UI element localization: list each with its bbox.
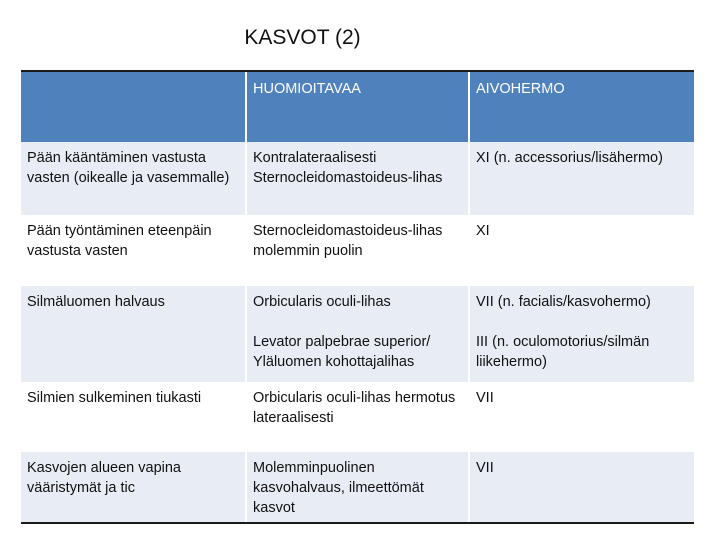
cell-nerve: III (n. oculomotorius/silmän liikehermo) xyxy=(469,326,694,382)
cell-nerve: VII xyxy=(469,452,694,523)
cell-action: Silmäluomen halvaus xyxy=(21,286,246,326)
header-empty xyxy=(21,71,246,142)
table-row xyxy=(21,286,694,326)
cell-note: Sternocleidomastoideus-lihas molemmin puolin xyxy=(246,215,469,286)
header-aivohermo: AIVOHERMO xyxy=(469,71,694,142)
cell-note: Kontralateraalisesti Sternocleidomastoideus-lihas xyxy=(246,142,469,215)
cell-nerve: XI (n. accessorius/lisähermo) xyxy=(469,142,694,215)
cell-nerve: VII (n. facialis/kasvohermo) xyxy=(469,286,694,326)
table-row xyxy=(21,452,694,523)
cell-action: Silmien sulkeminen tiukasti xyxy=(21,382,246,452)
cranial-nerve-table xyxy=(21,70,694,524)
table-row xyxy=(21,142,694,215)
cell-action: Pään kääntäminen vastusta vasten (oikealle ja vasemmalle) xyxy=(21,142,246,215)
cell-action: Kasvojen alueen vapina vääristymät ja tic xyxy=(21,452,246,523)
cell-note: Levator palpebrae superior/ Yläluomen kohottajalihas xyxy=(246,326,469,382)
cell-action xyxy=(21,326,246,382)
header-row xyxy=(21,71,694,142)
cell-nerve: XI xyxy=(469,215,694,286)
cell-nerve: VII xyxy=(469,382,694,452)
cell-note: Molemminpuolinen kasvohalvaus, ilmeettömät kasvot xyxy=(246,452,469,523)
cell-note: Orbicularis oculi-lihas hermotus lateraalisesti xyxy=(246,382,469,452)
header-huomioitavaa: HUOMIOITAVAA xyxy=(246,71,469,142)
table-row xyxy=(21,382,694,452)
page-title: KASVOT (2) xyxy=(244,26,361,49)
table-row xyxy=(21,326,694,382)
cell-note: Orbicularis oculi-lihas xyxy=(246,286,469,326)
table-row xyxy=(21,215,694,286)
cell-action: Pään työntäminen eteenpäin vastusta vasten xyxy=(21,215,246,286)
